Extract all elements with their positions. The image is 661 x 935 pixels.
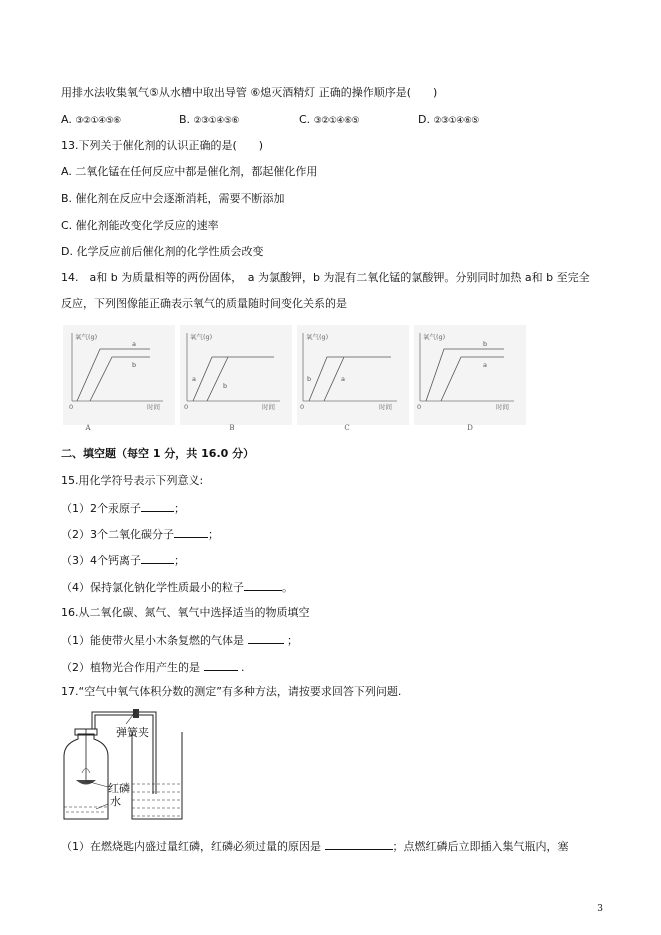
q17-apparatus-figure (60, 706, 190, 824)
q16-blank-2[interactable] (204, 659, 238, 671)
graph-d-y-label: 氧气(g) (423, 333, 446, 341)
q12-option-c[interactable]: C. ③②①④⑥⑤ (299, 113, 360, 126)
q14-stem-line2: 反应，下列图像能正确表示氧气的质量随时间变化关系的是 (61, 297, 347, 310)
q15-blank-2[interactable] (174, 526, 208, 538)
graph-a-y-label: 氧气(g) (75, 333, 98, 341)
q17-sub1: （1）在燃烧匙内盛过量红磷，红磷必须过量的原因是 ；点燃红磷后立即插入集气瓶内，塞 (61, 840, 569, 853)
graph-d-lower-label: a (483, 361, 487, 369)
q16-blank-1[interactable] (248, 632, 284, 644)
graph-b-caption: B (229, 424, 235, 432)
graph-a-lower-label: b (132, 361, 137, 369)
graph-a-upper-label: a (132, 340, 136, 348)
graph-c-caption: C (344, 424, 350, 432)
graph-b-x-label: 时间 (262, 403, 275, 411)
q12-option-b[interactable]: B. ②③①④⑤⑥ (179, 113, 239, 126)
q15-blank-3[interactable] (141, 552, 174, 564)
q14-graph-d[interactable] (414, 325, 526, 433)
q13-option-a[interactable]: A. 二氧化锰在任何反应中都是催化剂，都起催化作用 (61, 165, 318, 178)
q15-stem: 15.用化学符号表示下列意义: (61, 474, 204, 487)
section2-title: 二、填空题（每空 1 分，共 16.0 分） (61, 447, 255, 460)
apparatus-label-water: 水 (110, 795, 121, 808)
q16-item-2: （2）植物光合作用产生的是 . (61, 661, 245, 674)
graph-d-origin: 0 (417, 403, 422, 411)
graph-c-y-label: 氧气(g) (306, 333, 329, 341)
q14-graph-b[interactable] (180, 325, 292, 433)
graph-b-origin: 0 (184, 403, 189, 411)
q14-stem-line1: 14. a和 b 为质量相等的两份固体， a 为氯酸钾，b 为混有二氧化锰的氯酸钾。分别同时加热 a和 b 至完全 (61, 271, 590, 284)
q16-stem: 16.从二氧化碳、氮气、氧气中选择适当的物质填空 (61, 606, 310, 619)
q17-stem: 17.“空气中氧气体积分数的测定”有多种方法，请按要求回答下列问题. (61, 685, 402, 698)
q12-option-a[interactable]: A. ③②①④⑤⑥ (61, 113, 121, 126)
q12-stem: 用排水法收集氧气⑤从水槽中取出导管 ⑥熄灭酒精灯 正确的操作顺序是( ) (61, 86, 438, 99)
q13-stem: 13.下列关于催化剂的认识正确的是( ) (61, 139, 264, 152)
graph-a-x-label: 时间 (147, 403, 160, 411)
q12-options (61, 113, 479, 128)
graph-c-origin: 0 (300, 403, 305, 411)
q15-blank-4[interactable] (244, 579, 282, 591)
graph-b-y-label: 氧气(g) (190, 333, 213, 341)
q14-graph-c[interactable] (297, 325, 409, 433)
apparatus-label-phosphorus: 红磷 (108, 782, 130, 795)
q15-item-3: （3）4个钙离子 ； (61, 554, 185, 567)
q15-item-2: （2）3个二氧化碳分子 ； (61, 528, 219, 541)
q14-graph-a[interactable] (63, 325, 175, 433)
q15-item-4: （4）保持氯化钠化学性质最小的粒子 。 (61, 581, 293, 594)
q17-blank-1[interactable] (325, 838, 393, 850)
q13-option-d[interactable]: D. 化学反应前后催化剂的化学性质会改变 (61, 245, 264, 258)
q13-option-b[interactable]: B. 催化剂在反应中会逐渐消耗，需要不断添加 (61, 192, 285, 205)
graph-b-lower-label: b (223, 382, 228, 390)
graph-c-lower-label: a (341, 375, 345, 383)
graph-c-upper-label: b (307, 375, 312, 383)
graph-b-upper-label: a (192, 375, 196, 383)
q15-blank-1[interactable] (141, 500, 174, 512)
graph-d-upper-label: b (483, 340, 488, 348)
apparatus-label-clamp: 弹簧夹 (116, 726, 149, 739)
q16-item-1: （1）能使带火星小木条复燃的气体是 ； (61, 634, 298, 647)
graph-d-caption: D (467, 424, 473, 432)
graph-d-x-label: 时间 (496, 403, 509, 411)
graph-a-origin: 0 (69, 403, 74, 411)
page-number: 3 (597, 904, 603, 914)
q15-item-1: （1）2个汞原子 ； (61, 502, 185, 515)
graph-c-x-label: 时间 (379, 403, 392, 411)
q12-option-d[interactable]: D. ②③①④⑥⑤ (418, 113, 479, 126)
q13-option-c[interactable]: C. 催化剂能改变化学反应的速率 (61, 219, 219, 232)
graph-a-caption: A (85, 424, 91, 432)
